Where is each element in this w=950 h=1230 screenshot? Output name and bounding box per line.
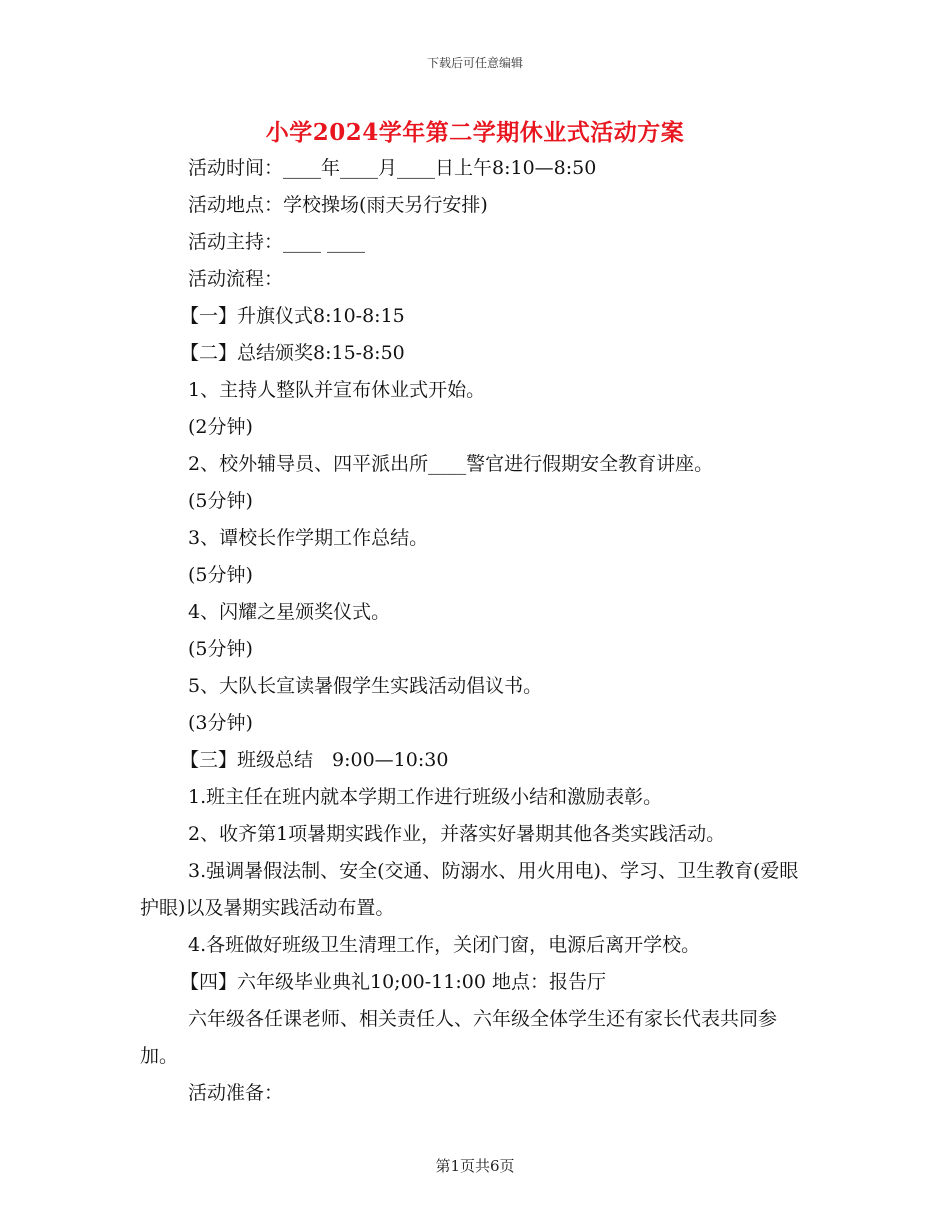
activity-location: 活动地点：学校操场(雨天另行安排) [188,194,488,216]
duration-note: (5分钟) [188,490,253,512]
header-note: 下载后可任意编辑 [426,56,523,70]
duration-note: (3分钟) [188,712,253,734]
duration-note: (5分钟) [188,564,253,586]
document-title: 小学2024学年第二学期休业式活动方案 [265,119,685,146]
section-heading-1: 【一】升旗仪式8:10-8:15 [180,305,405,327]
participants-paragraph: 六年级各任课老师、相关责任人、六年级全体学生还有家长代表共同参加。 [140,1008,778,1067]
list-item: 2、校外辅导员、四平派出所____警官进行假期安全教育讲座。 [188,453,714,475]
list-item: 1.班主任在班内就本学期工作进行班级小结和激励表彰。 [188,786,663,808]
section-heading-2: 【二】总结颁奖8:15-8:50 [180,342,405,364]
section-heading-3: 【三】班级总结 9:00—10:30 [180,749,449,771]
list-item: 4、闪耀之星颁奖仪式。 [188,601,391,623]
list-item: 3、谭校长作学期工作总结。 [188,527,429,549]
list-item-paragraph: 3.强调暑假法制、安全(交通、防溺水、用火用电)、学习、卫生教育(爱眼护眼)以及暑期实践活动布置。 [140,860,799,919]
activity-process-heading: 活动流程： [188,268,284,290]
duration-note: (2分钟) [188,416,253,438]
list-item: 4.各班做好班级卫生清理工作，关闭门窗，电源后离开学校。 [188,934,701,956]
list-item: 5、大队长宣读暑假学生实践活动倡议书。 [188,675,543,697]
activity-preparation-heading: 活动准备： [188,1082,284,1104]
duration-note: (5分钟) [188,638,253,660]
section-heading-4: 【四】六年级毕业典礼10;00-11:00 地点：报告厅 [180,971,606,993]
list-item: 2、收齐第1项暑期实践作业，并落实好暑期其他各类实践活动。 [188,823,726,845]
list-item: 1、主持人整队并宣布休业式开始。 [188,379,486,401]
activity-time: 活动时间：____年____月____日上午8:10—8:50 [188,157,597,179]
document-body [140,150,800,1112]
page-footer: 第1页共6页 [435,1157,515,1175]
activity-host: 活动主持：____ ____ [188,231,366,253]
